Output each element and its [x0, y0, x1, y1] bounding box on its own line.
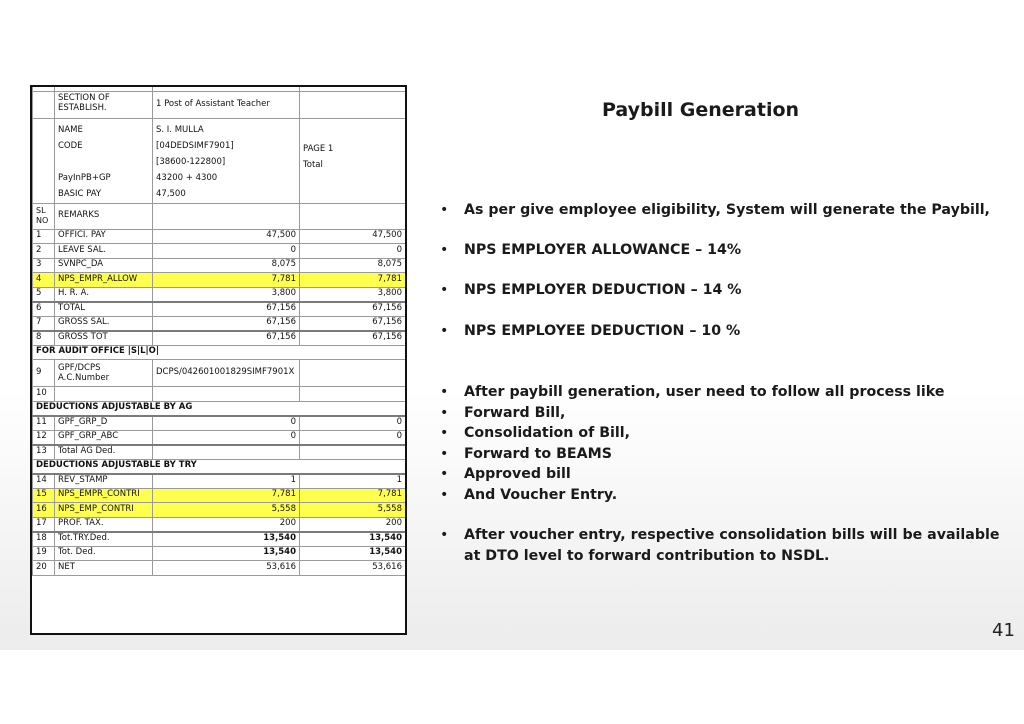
bullet-item: • As per give employee eligibility, System will generate the Paybill, — [440, 200, 1000, 221]
highlighted-row: 16 NPS_EMP_CONTRI 5,558 5,558 — [33, 503, 406, 518]
page-info — [300, 118, 406, 203]
table-row: 1 OFFICI. PAY 47,500 47,500 — [33, 229, 406, 244]
section-label: SECTION OF ESTABLISH. — [55, 91, 153, 118]
bullet-item: • Forward Bill, — [440, 403, 1000, 424]
remarks-header-row — [33, 203, 406, 229]
employee-info-values — [153, 118, 300, 203]
info-value: 47,500 — [156, 188, 186, 199]
table-row: 3 SVNPC_DA 8,075 8,075 — [33, 258, 406, 273]
info-label: NAME — [58, 124, 83, 135]
page-margin — [0, 650, 1024, 724]
table-row: 12 GPF_GRP_ABC 0 0 — [33, 430, 406, 445]
highlighted-row: 4 NPS_EMPR_ALLOW 7,781 7,781 — [33, 273, 406, 288]
bullet-list — [440, 200, 1000, 566]
info-value: 43200 + 4300 — [156, 172, 218, 183]
paybill-table — [32, 87, 406, 576]
bullet-item: • After voucher entry, respective consolidation bills will be available at DTO level to forward contribution to NSDL. — [440, 525, 1000, 566]
remarks-header: REMARKS — [55, 203, 153, 229]
table-row: 11 GPF_GRP_D 0 0 — [33, 416, 406, 431]
section-header-row — [33, 345, 406, 360]
table-row: 7 GROSS SAL. 67,156 67,156 — [33, 316, 406, 331]
bullet-item: • Forward to BEAMS — [440, 444, 1000, 465]
info-label: BASIC PAY — [58, 188, 102, 199]
audit-header: FOR AUDIT OFFICE |S|L|O| — [33, 345, 406, 360]
table-row: 14 REV_STAMP 1 1 — [33, 474, 406, 489]
page-number: 41 — [992, 620, 1015, 641]
bullet-item: • NPS EMPLOYER DEDUCTION – 14 % — [440, 280, 1000, 301]
bullet-item: • After paybill generation, user need to follow all process like — [440, 382, 1000, 403]
highlighted-row: 15 NPS_EMPR_CONTRI 7,781 7,781 — [33, 488, 406, 503]
info-label — [58, 154, 149, 170]
gpf-row: 9 GPF/DCPS A.C.Number DCPS/042601001829SIMF7901X — [33, 360, 406, 387]
employee-info-labels — [55, 118, 153, 203]
table-row: 17 PROF. TAX. 200 200 — [33, 517, 406, 532]
page-total-label: Total — [303, 159, 323, 170]
table-row: 8 GROSS TOT 67,156 67,156 — [33, 331, 406, 346]
section-header-row — [33, 401, 406, 416]
paybill-screenshot — [30, 85, 407, 635]
info-value: S. I. MULLA — [156, 124, 204, 135]
info-value: [38600-122800] — [156, 156, 226, 167]
page-label: PAGE 1 — [303, 143, 334, 154]
bullet-item: • Consolidation of Bill, — [440, 423, 1000, 444]
bullet-item: • NPS EMPLOYER ALLOWANCE – 14% — [440, 240, 1000, 261]
info-value: [04DEDSIMF7901] — [156, 140, 234, 151]
ag-deductions-header: DEDUCTIONS ADJUSTABLE BY AG — [33, 401, 406, 416]
table-row: 6 TOTAL 67,156 67,156 — [33, 302, 406, 317]
table-row: 10 — [33, 387, 406, 402]
table-row: 19 Tot. Ded. 13,540 13,540 — [33, 546, 406, 561]
gpf-label: GPF/DCPS A.C.Number — [55, 360, 153, 387]
try-deductions-header: DEDUCTIONS ADJUSTABLE BY TRY — [33, 459, 406, 474]
section-row — [33, 91, 406, 118]
bullet-item: • NPS EMPLOYEE DEDUCTION – 10 % — [440, 321, 1000, 342]
table-row: 5 H. R. A. 3,800 3,800 — [33, 287, 406, 302]
section-header-row — [33, 459, 406, 474]
sl-no-header: SL NO — [33, 203, 55, 229]
section-value: 1 Post of Assistant Teacher — [153, 91, 300, 118]
info-label: CODE — [58, 140, 83, 151]
bullet-item: • Approved bill — [440, 464, 1000, 485]
gpf-value: DCPS/042601001829SIMF7901X — [153, 360, 300, 387]
slide-title: Paybill Generation — [602, 99, 800, 121]
table-row: 18 Tot.TRY.Ded. 13,540 13,540 — [33, 532, 406, 547]
bullet-item: • And Voucher Entry. — [440, 485, 1000, 506]
table-row: 2 LEAVE SAL. 0 0 — [33, 244, 406, 259]
info-label: PayInPB+GP — [58, 172, 111, 183]
table-row: 20 NET 53,616 53,616 — [33, 561, 406, 576]
table-row: 13 Total AG Ded. — [33, 445, 406, 460]
employee-info-row — [33, 118, 406, 203]
